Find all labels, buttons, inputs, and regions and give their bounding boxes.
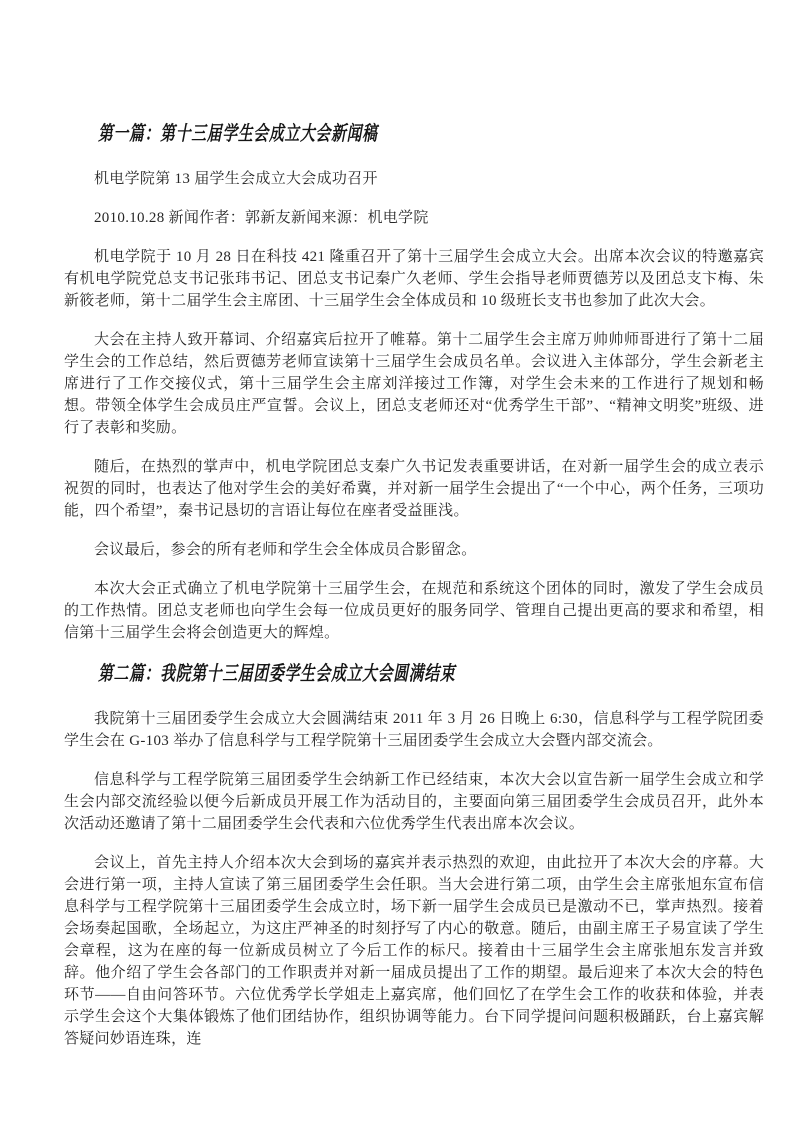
paragraph: 我院第十三届团委学生会成立大会圆满结束 2011 年 3 月 26 日晚上 6:30，信息科学与工程学院团委学生会在 G-103 举办了信息科学与工程学院第十三届团委学生会成立大会暨内部交流会。	[64, 711, 764, 749]
paragraph: 会议最后，参会的所有老师和学生会全体成员合影留念。	[94, 542, 477, 558]
section-1-heading	[64, 121, 764, 147]
paragraph: 大会在主持人致开幕词、介绍嘉宾后拉开了帷幕。第十二届学生会主席万帅帅师哥进行了第十二届学生会的工作总结，然后贾德芳老师宣读第十三届学生会成员名单。会议进入主体部分，学生会新老主席进行了工作交接仪式，第十三届学生会主席刘洋接过工作簿，对学生会未来的工作进行了规划和畅想。带领全体学生会成员庄严宣誓。会议上，团总支老师还对“优秀学生干部”、“精神文明奖”班级、进行了表彰和奖励。	[64, 332, 764, 436]
paragraph: 随后，在热烈的掌声中，机电学院团总支秦广久书记发表重要讲话，在对新一届学生会的成立表示祝贺的同时，也表达了他对学生会的美好希冀，并对新一届学生会提出了“一个中心，两个任务，三项功能，四个希望”，秦书记恳切的言语让每位在座者受益匪浅。	[64, 459, 764, 519]
paragraph: 机电学院第 13 届学生会成立大会成功召开	[94, 171, 378, 187]
section-2-heading	[64, 661, 764, 687]
paragraph: 机电学院于 10 月 28 日在科技 421 隆重召开了第十三届学生会成立大会。出席本次会议的特邀嘉宾有机电学院党总支书记张玮书记、团总支书记秦广久老师、学生会指导老师贾德芳以及团总支卞梅、朱新筱老师，第十二届学生会主席团、十三届学生会全体成员和 10 级班长支书也参加了此次大会。	[64, 249, 764, 309]
section-1-heading-text: 第一篇：第十三届学生会成立大会新闻稿	[98, 123, 378, 145]
paragraph: 会议上，首先主持人介绍本次大会到场的嘉宾并表示热烈的欢迎，由此拉开了本次大会的序幕。大会进行第一项，主持人宣读了第三届团委学生会任职。当大会进行第二项，由学生会主席张旭东宣布信息科学与工程学院第十三届团委学生会成立时，场下新一届学生会成员已是激动不已，掌声热烈。接着会场奏起国歌，全场起立，为这庄严神圣的时刻抒写了内心的敬意。随后，由副主席王子易宣读了学生会章程，这为在座的每一位新成员树立了今后工作的标尺。接着由十三届学生会主席张旭东发言并致辞。他介绍了学生会各部门的工作职责并对新一届成员提出了工作的期望。最后迎来了本次大会的特色环节——自由问答环节。六位优秀学长学姐走上嘉宾席，他们回忆了在学生会工作的收获和体验，并表示学生会这个大集体锻炼了他们团结协作，组织协调等能力。台下同学提问问题积极踊跃，台上嘉宾解答疑问妙语连珠，连	[64, 855, 764, 1047]
paragraph: 信息科学与工程学院第三届团委学生会纳新工作已经结束，本次大会以宣告新一届学生会成立和学生会内部交流经验以便今后新成员开展工作为活动目的，主要面向第三届团委学生会成员召开，此外本次活动还邀请了第十二届团委学生会代表和六位优秀学生代表出席本次会议。	[64, 772, 764, 832]
document-content	[64, 121, 764, 1067]
paragraph: 2010.10.28 新闻作者：郭新友新闻来源：机电学院	[94, 210, 429, 226]
section-2-heading-text: 第二篇：我院第十三届团委学生会成立大会圆满结束	[98, 663, 456, 685]
paragraph: 本次大会正式确立了机电学院第十三届学生会，在规范和系统这个团体的同时，激发了学生会成员的工作热情。团总支老师也向学生会每一位成员更好的服务同学、管理自己提出更高的要求和希望，相信第十三届学生会将会创造更大的辉煌。	[64, 581, 764, 641]
